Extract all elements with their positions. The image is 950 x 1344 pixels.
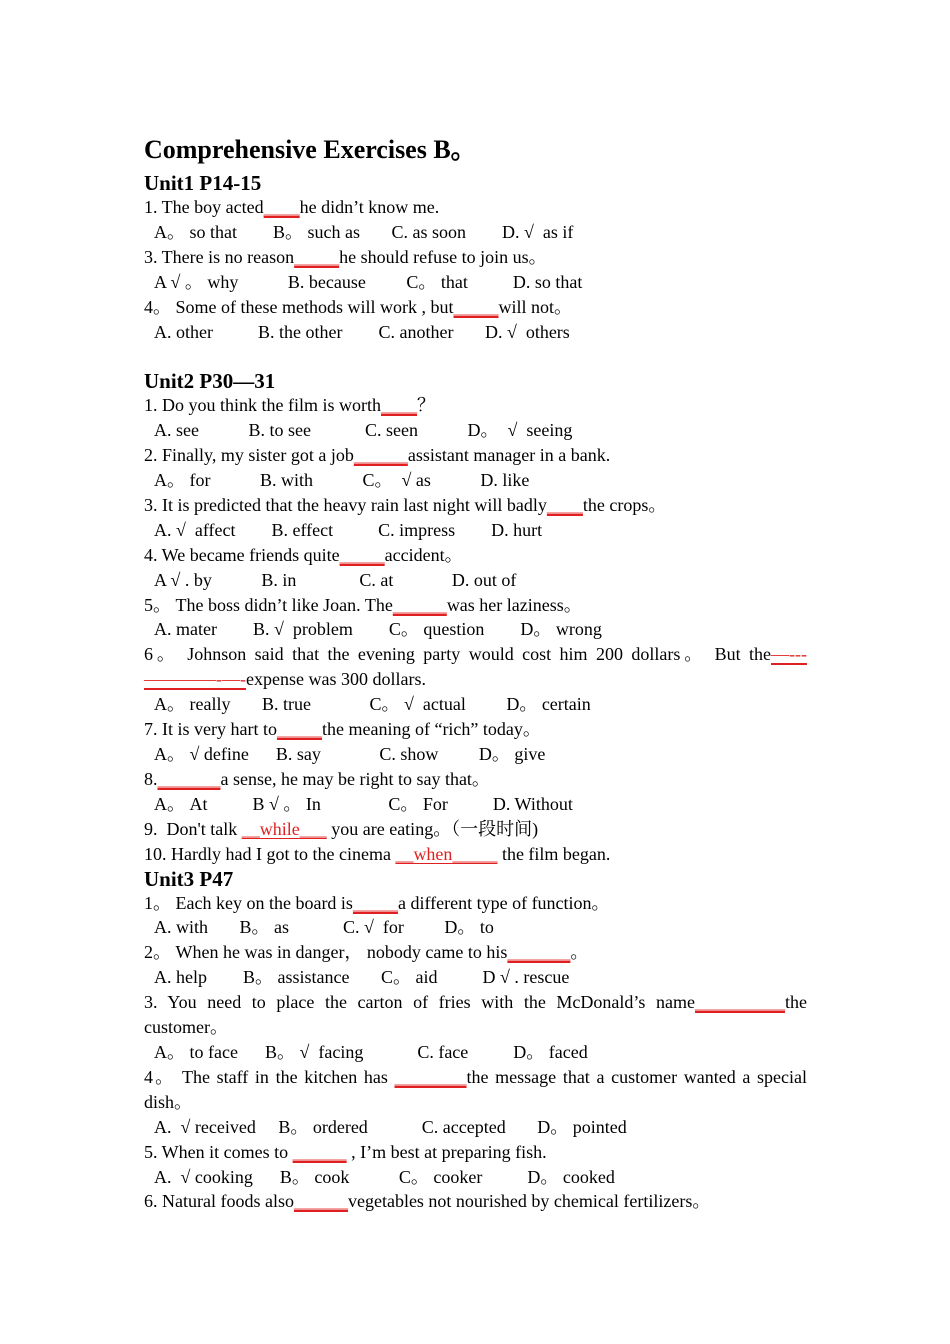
unit2-heading: Unit2 P30—31 — [144, 369, 276, 394]
question-text: 3. There is no reason — [144, 246, 295, 267]
question-text: 5。 The boss didn’t like Joan. The — [144, 594, 393, 615]
question-text: vegetables not nourished by chemical fertilizers。 — [347, 1191, 711, 1212]
unit2-question-8 — [144, 767, 807, 792]
question-text: the film began. — [497, 843, 611, 864]
unit2-question-5-options: A. mater B. √ problem C。 question D。 wrong — [154, 619, 602, 640]
unit1-heading: Unit1 P14-15 — [144, 171, 262, 195]
unit3-question-4-line2: dish。 — [144, 1091, 193, 1112]
unit1-question-3-options: A √ 。 why B. because C。 that D. so that — [154, 271, 583, 292]
question-text: 1. Do you think the film is worth — [144, 395, 381, 416]
question-text: 3. It is predicted that the heavy rain last night will badly — [144, 494, 547, 515]
unit3-question-5 — [144, 1140, 807, 1165]
question-text: 10. Hardly had I got to the cinema — [144, 843, 396, 864]
question-text: expense was 300 dollars. — [246, 669, 426, 690]
answer-blank: _____ — [352, 892, 398, 913]
answer-blank: ______ — [293, 1191, 348, 1212]
question-text: 6。 Johnson said that the evening party would cost him 200 dollars。 But the — [144, 644, 772, 665]
answer-blank: ____ — [546, 494, 583, 515]
answer-blank: _____ — [453, 296, 499, 317]
answer-blank: _______ — [507, 942, 571, 963]
unit2-question-3-options: A. √ affect B. effect C. impress D. hurt — [154, 519, 543, 540]
question-text: the crops。 — [582, 494, 667, 515]
question-text: a sense, he may be right to say that。 — [220, 768, 490, 789]
question-text: he didn’t know me. — [299, 197, 440, 217]
question-text: the — [785, 992, 807, 1013]
answer-underline: __ — [241, 818, 260, 839]
unit2-question-4 — [144, 543, 807, 568]
question-text: you are eating。（一段时间) — [326, 818, 539, 839]
answer-blank: _____ — [276, 719, 322, 740]
question-text: the meaning of “rich” today。 — [321, 719, 541, 740]
document-body — [144, 135, 807, 1214]
unit2-question-2-options: A。 for B. with C。 √ as D. like — [154, 470, 530, 491]
answer-blank: ______ — [392, 594, 447, 615]
question-text: 4。 Some of these methods will work , but — [144, 296, 454, 317]
unit1-question-1 — [144, 195, 807, 220]
question-text: ？ — [417, 395, 435, 416]
answer-blank: ____ — [381, 395, 417, 416]
question-text: 9. Don't talk — [144, 818, 242, 839]
question-text: 2. Finally, my sister got a job — [144, 445, 354, 466]
question-text: 4. We became friends quite — [144, 544, 340, 565]
question-text: the message that a customer wanted a special — [466, 1066, 808, 1087]
answer-underline: _____ — [452, 843, 498, 864]
unit3-question-4 — [144, 1065, 807, 1090]
unit2-question-8-options: A。 At B √ 。 In C。 For D. Without — [154, 793, 573, 814]
unit3-question-3 — [144, 990, 807, 1015]
question-text: a different type of function。 — [397, 892, 610, 913]
answer-word: while — [259, 818, 300, 839]
answer-blank: _______ — [157, 768, 221, 789]
unit2-question-5 — [144, 593, 807, 618]
unit3-question-2 — [144, 940, 807, 965]
unit2-question-1 — [144, 393, 807, 418]
question-text: was her laziness。 — [446, 594, 582, 615]
answer-underline: ___ — [299, 818, 327, 839]
answer-underline: __ — [395, 843, 414, 864]
unit2-question-2 — [144, 443, 807, 468]
spacer — [144, 344, 807, 369]
filled-answer — [395, 844, 497, 864]
unit2-question-1-options: A. see B. to see C. seen D。 √ seeing — [154, 420, 573, 441]
question-text: 3. You need to place the carton of fries with the McDonald’s name — [144, 992, 695, 1013]
answer-blank: ____ — [263, 197, 300, 217]
answer-blank: ______ — [353, 445, 408, 466]
filled-answer — [242, 819, 327, 839]
answer-blank: ————-—- — [144, 669, 246, 690]
question-text: will not。 — [498, 296, 572, 317]
unit2-question-4-options: A √ . by B. in C. at D. out of — [154, 569, 517, 590]
answer-blank: _____ — [294, 246, 340, 267]
unit3-question-1 — [144, 891, 807, 916]
answer-blank: _____ — [339, 544, 385, 565]
question-text: accident。 — [384, 544, 463, 565]
unit3-heading: Unit3 P47 — [144, 866, 234, 891]
question-text: 5. When it comes to — [144, 1141, 293, 1162]
unit3-question-6 — [144, 1189, 807, 1214]
answer-blank: ______ — [292, 1141, 347, 1162]
question-text: 7. It is very hart to — [144, 719, 277, 740]
answer-blank: ________ — [394, 1066, 467, 1087]
unit1-question-3 — [144, 245, 807, 270]
question-text: 4。 The staff in the kitchen has — [144, 1066, 395, 1087]
question-text: he should refuse to join us。 — [339, 246, 547, 267]
question-text: , I’m best at preparing fish. — [346, 1141, 547, 1162]
unit2-question-7-options: A。 √ define B. say C. show D。 give — [154, 744, 546, 765]
unit3-question-3-line2: customer。 — [144, 1017, 228, 1038]
unit1-question-1-options: A。 so that B。 such as C. as soon D. √ as if — [154, 221, 574, 242]
question-text: 1。 Each key on the board is — [144, 892, 353, 913]
question-text: 1. The boy acted — [144, 197, 264, 217]
question-text: 2。 When he was in danger， nobody came to his — [144, 942, 508, 963]
unit3-question-5-options: A. √ cooking B。 cook C。 cooker D。 cooked — [154, 1166, 615, 1187]
unit3-question-3-options: A。 to face B。 √ facing C. face D。 faced — [154, 1041, 588, 1062]
unit2-question-6-options: A。 really B. true C。 √ actual D。 certain — [154, 694, 591, 715]
question-text: 8. — [144, 768, 158, 789]
unit2-question-6-line1 — [144, 642, 807, 667]
unit2-question-6-line2 — [144, 667, 807, 692]
unit3-question-4-options: A. √ received B。 ordered C. accepted D。 pointed — [154, 1116, 627, 1137]
question-text: assistant manager in a bank. — [407, 445, 611, 466]
answer-word: when — [413, 843, 453, 864]
question-text: 6. Natural foods also — [144, 1191, 294, 1212]
unit1-question-4-options: A. other B. the other C. another D. √ others — [154, 321, 570, 342]
unit1-question-4 — [144, 295, 807, 320]
unit2-question-7 — [144, 717, 807, 742]
unit3-question-2-options: A. help B。 assistance C。 aid D √ . rescue — [154, 967, 570, 988]
unit2-question-10 — [144, 842, 807, 867]
unit2-question-3 — [144, 493, 807, 518]
unit2-question-9 — [144, 817, 807, 842]
unit3-question-1-options: A. with B。 as C. √ for D。 to — [154, 917, 494, 938]
answer-blank: __________ — [695, 992, 785, 1013]
question-text: 。 — [570, 942, 589, 963]
page-title: Comprehensive Exercises B。 — [144, 135, 477, 164]
answer-blank: —--- — [771, 644, 807, 665]
